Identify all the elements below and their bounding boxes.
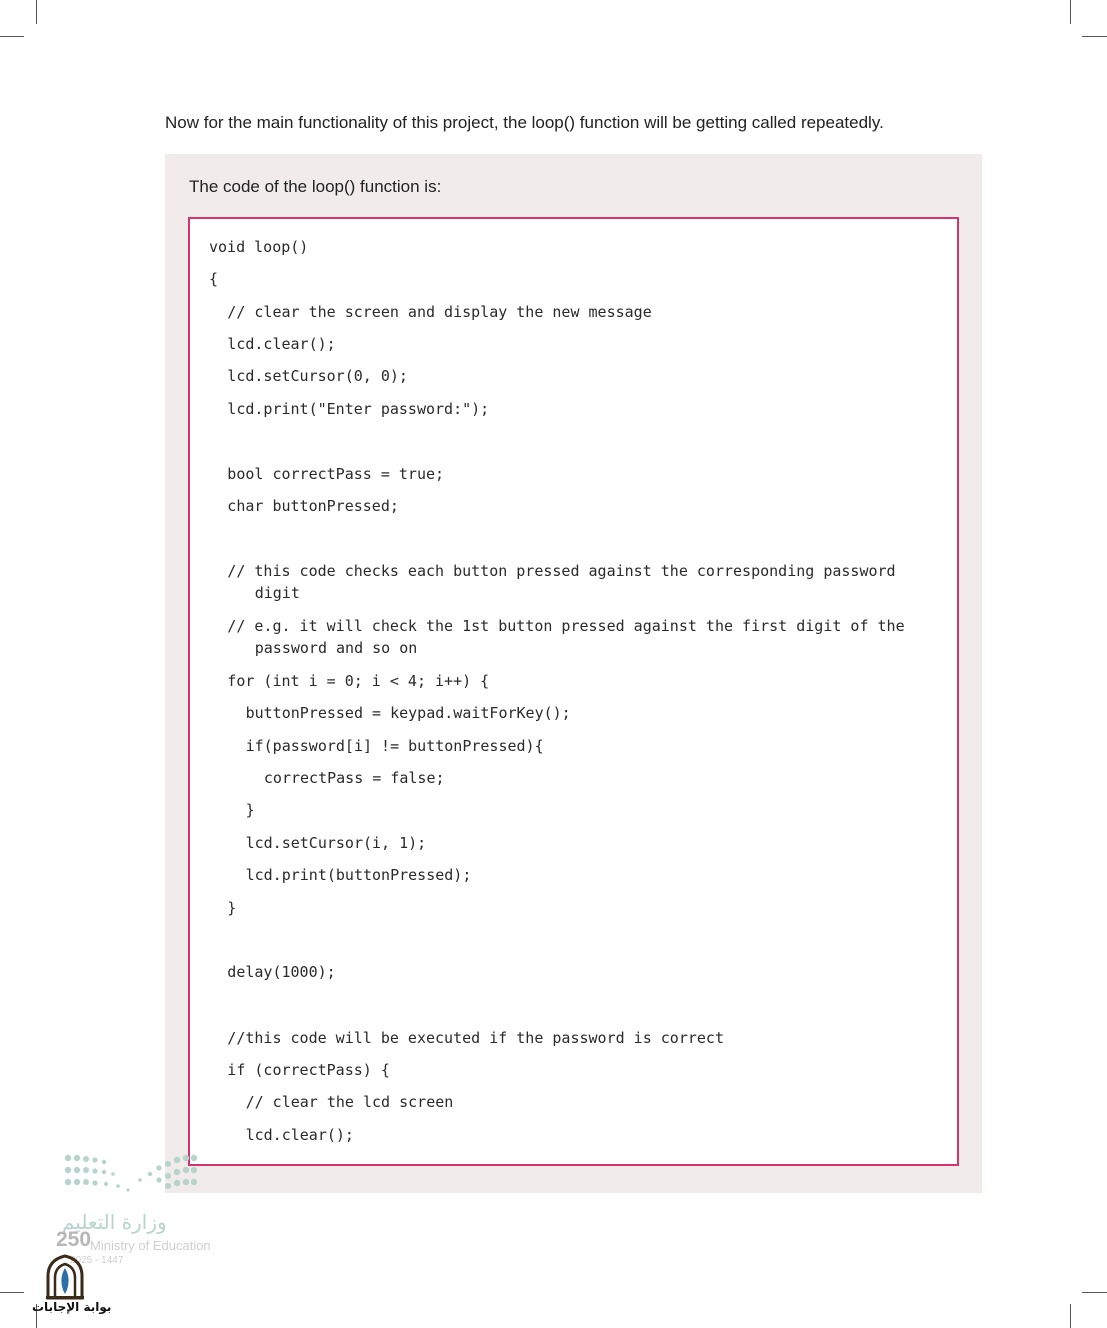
code-line: // clear the lcd screen bbox=[245, 1093, 454, 1111]
ministry-logo-dots-icon bbox=[62, 1150, 202, 1200]
ministry-english-name: Ministry of Education bbox=[90, 1238, 211, 1253]
code-line: void loop() bbox=[209, 238, 309, 256]
crop-mark-top-right-v bbox=[1070, 0, 1071, 24]
code-line: if (correctPass) { bbox=[227, 1061, 390, 1079]
code-line: delay(1000); bbox=[227, 963, 336, 981]
mosque-dome-icon bbox=[44, 1254, 86, 1300]
brand-text: بوابة الإجابات bbox=[32, 1300, 112, 1314]
year-label: 2025 - 1447 bbox=[70, 1255, 124, 1266]
code-line: for (int i = 0; i < 4; i++) { bbox=[227, 672, 490, 690]
code-line: //this code will be executed if the password is correct bbox=[227, 1029, 724, 1047]
code-block bbox=[188, 217, 959, 1166]
crop-mark-top-left-h bbox=[0, 36, 24, 37]
crop-mark-top-right-h bbox=[1082, 36, 1107, 37]
crop-mark-bottom-left-h bbox=[0, 1292, 24, 1293]
code-line: } bbox=[227, 899, 237, 917]
code-line: lcd.clear(); bbox=[245, 1126, 354, 1144]
code-line: digit bbox=[254, 584, 300, 602]
ministry-arabic-name: وزارة التعليم bbox=[62, 1210, 167, 1234]
code-line: } bbox=[245, 801, 255, 819]
code-line: lcd.setCursor(i, 1); bbox=[245, 834, 427, 852]
code-line: if(password[i] != buttonPressed){ bbox=[245, 737, 544, 755]
code-line: password and so on bbox=[254, 639, 418, 657]
code-line: lcd.clear(); bbox=[227, 335, 336, 353]
code-line: buttonPressed = keypad.waitForKey(); bbox=[245, 704, 571, 722]
code-line: lcd.print("Enter password:"); bbox=[227, 400, 490, 418]
code-line: // e.g. it will check the 1st button pressed against the first digit of the bbox=[227, 617, 905, 635]
code-panel bbox=[165, 154, 982, 1193]
crop-mark-bottom-right-h bbox=[1082, 1292, 1107, 1293]
code-line: lcd.print(buttonPressed); bbox=[245, 866, 472, 884]
crop-mark-top-left-v bbox=[36, 0, 37, 24]
code-line: bool correctPass = true; bbox=[227, 465, 445, 483]
code-line: lcd.setCursor(0, 0); bbox=[227, 367, 408, 385]
code-line: { bbox=[209, 270, 219, 288]
intro-paragraph: Now for the main functionality of this project, the loop() function will be getting called repeatedly. bbox=[165, 113, 884, 132]
page-number: 250 bbox=[56, 1228, 92, 1251]
code-line: // clear the screen and display the new message bbox=[227, 303, 652, 321]
panel-title: The code of the loop() function is: bbox=[189, 177, 442, 196]
code-line: char buttonPressed; bbox=[227, 497, 399, 515]
crop-mark-bottom-right-v bbox=[1070, 1304, 1071, 1328]
code-line: // this code checks each button pressed against the corresponding password bbox=[227, 562, 896, 580]
code-line: correctPass = false; bbox=[263, 769, 445, 787]
